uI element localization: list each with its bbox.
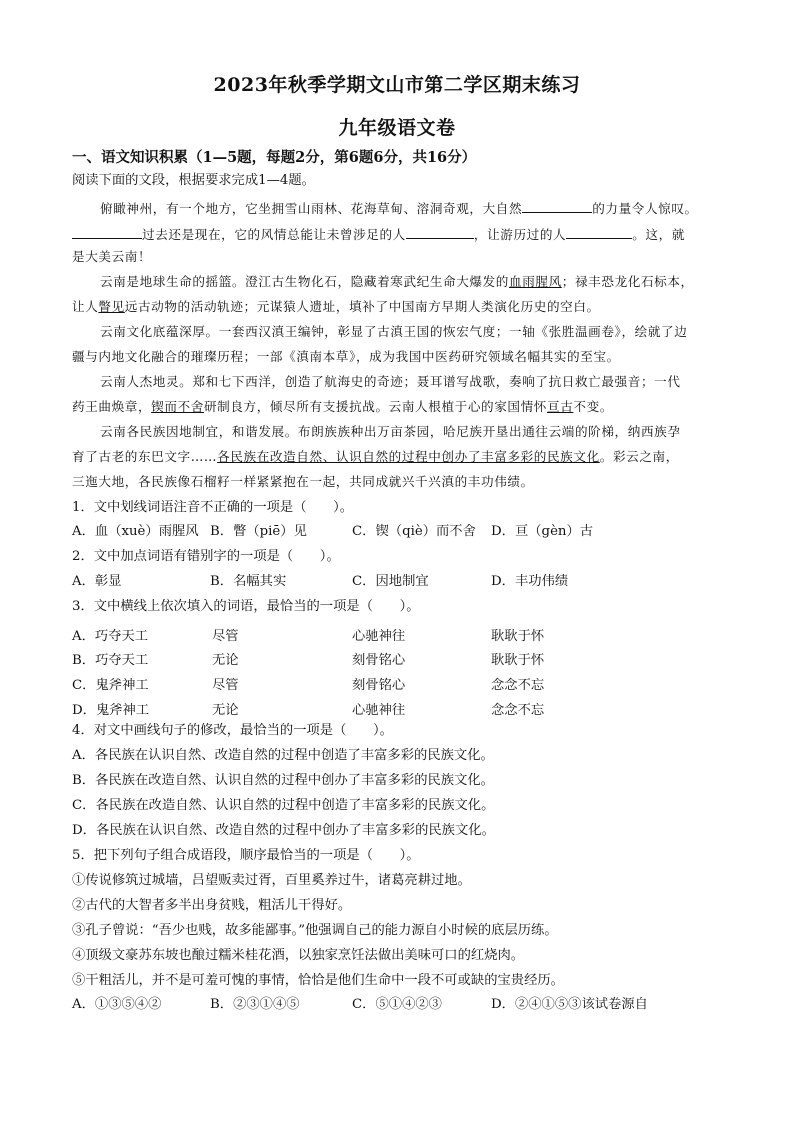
question-1-stem: 1．文中划线词语注音不正确的一项是（ ）。: [72, 500, 354, 515]
passage-text: ，让游历过的人: [473, 227, 567, 242]
passage-text: 育了古老的东巴文字……: [72, 449, 218, 464]
passage-line: 云南人杰地灵。郑和七下西洋，创造了航海史的奇迹；聂耳谱写战歌，奏响了抗日救亡最强音；一代: [100, 374, 681, 389]
question-5-stem: 5．把下列句子组合成语段，顺序最恰当的一项是（ ）。: [72, 848, 420, 863]
q5-sentence-2: ②古代的大智者多半出身贫贱，粗活儿干得好。: [72, 898, 352, 913]
q5-option-a[interactable]: A．①③⑤④②: [72, 997, 162, 1012]
exam-title: 2023年秋季学期文山市第二学区期末练习: [213, 74, 581, 96]
q3-cell: 念念不忘: [491, 703, 545, 718]
question-4-stem: 4．对文中画线句子的修改，最恰当的一项是（ ）。: [72, 723, 393, 738]
q3-option-b[interactable]: [72, 649, 772, 668]
q4-option-c[interactable]: C．各民族在改造自然、认识自然的过程中创造了丰富多彩的民族文化。: [72, 798, 495, 813]
fill-blank-1: [522, 200, 592, 213]
q3-cell: D．鬼斧神工: [72, 703, 150, 718]
q5-option-c[interactable]: C．⑤①④②③: [352, 997, 442, 1012]
q5-option-b[interactable]: B．②③①④⑤: [210, 997, 300, 1012]
q3-cell: 尽管: [212, 678, 239, 693]
question-2-stem: 2．文中加点词语有错别字的一项是（ ）。: [72, 549, 340, 564]
q1-option-a[interactable]: A．血（xuè）雨腥风: [72, 524, 199, 539]
passage-line: 三迤大地，各民族像石榴籽一样紧紧抱在一起，共同成就兴千兴滇的丰功伟绩。: [72, 474, 534, 489]
fill-blank-3: [406, 226, 474, 239]
underlined-word: 瞥见: [98, 299, 125, 314]
fill-blank-4: [566, 226, 632, 239]
q3-cell: A．巧夺天工: [72, 629, 149, 644]
passage-line: 疆与内地文化融合的璀璨历程；一部《滇南本草》，成为我国中医药研究领域名幅其实的至宝。: [72, 349, 620, 364]
passage-text: 过去还是现在，它的风情总能让未曾涉足的人: [142, 227, 406, 242]
q4-option-a[interactable]: A．各民族在认识自然、改造自然的过程中创造了丰富多彩的民族文化。: [72, 748, 494, 763]
passage-line: [72, 451, 679, 464]
passage-text: 云南是地球生命的摇篮。澄江古生物化石，隐藏着寒武纪生命大爆发的: [100, 274, 510, 289]
passage-line: [100, 276, 694, 289]
passage-line: [72, 226, 685, 242]
passage-text: 研制良方，倾尽所有支援抗战。云南人根植于心的家国情怀: [203, 399, 547, 414]
q5-sentence-4: ④顶级文豪苏东坡也酿过糯米桂花酒，以独家烹饪法做出美味可口的红烧肉。: [72, 948, 525, 963]
passage-text: ；禄丰恐龙化石标本，: [561, 274, 694, 289]
q3-cell: 心驰神往: [352, 629, 406, 644]
q5-sentence-3: ③孔子曾说：“吾少也贱，故多能鄙事。”他强调自己的能力源自小时候的底层历练。: [72, 923, 558, 938]
q3-cell: 耿耿于怀: [491, 653, 545, 668]
question-3-stem: 3．文中横线上依次填入的词语，最恰当的一项是（ ）。: [72, 599, 420, 614]
q2-option-b[interactable]: B．名幅其实: [210, 574, 287, 589]
q4-option-d[interactable]: D．各民族在认识自然、改造自然的过程中创办了丰富多彩的民族文化。: [72, 823, 495, 838]
underlined-sentence: 各民族在改造自然、认识自然的过程中创办了丰富多彩的民族文化: [217, 449, 600, 464]
q3-option-d[interactable]: [72, 699, 772, 718]
q3-cell: 念念不忘: [491, 678, 545, 693]
q3-cell: C．鬼斧神工: [72, 678, 149, 693]
q2-option-d[interactable]: D．丰功伟绩: [491, 574, 569, 589]
q4-option-b[interactable]: B．各民族在改造自然、认识自然的过程中创办了丰富多彩的民族文化。: [72, 773, 494, 788]
passage-text: 让人: [72, 299, 99, 314]
passage-text: 俯瞰神州，有一个地方，它坐拥雪山雨林、花海草甸、溶洞奇观，大自然: [100, 201, 523, 216]
underlined-word: 血雨腥风: [509, 274, 562, 289]
q3-cell: 心驰神往: [352, 703, 406, 718]
passage-line: [100, 200, 698, 216]
q5-sentence-5: ⑤干粗活儿，并不是可羞可愧的事情，恰恰是他们生命中一段不可或缺的宝贵经历。: [72, 973, 564, 988]
passage-text: 。彩云之南，: [599, 449, 679, 464]
passage-line: 是大美云南！: [72, 249, 152, 264]
passage-line: 云南文化底蕴深厚。一套西汉滇王编钟，彰显了古滇王国的恢宏气度；一轴《张胜温画卷》，绘就了边: [100, 324, 688, 339]
q3-option-c[interactable]: [72, 674, 772, 693]
q3-cell: 无论: [212, 703, 239, 718]
q3-cell: 无论: [212, 653, 239, 668]
q3-cell: 耿耿于怀: [491, 629, 545, 644]
passage-line: 云南各民族因地制宜，和谐发展。布朗族族种出万亩茶园，哈尼族开垦出通往云端的阶梯，纳西族孕: [100, 424, 681, 439]
passage-text: 药王曲焕章，: [72, 399, 152, 414]
underlined-word: 亘古: [547, 399, 574, 414]
q3-option-a[interactable]: [72, 625, 772, 644]
fill-blank-2: [72, 226, 142, 239]
q1-option-b[interactable]: B．瞥（piē）见: [210, 524, 307, 539]
q1-option-c[interactable]: C．锲（qiè）而不舍: [352, 524, 476, 539]
q2-option-a[interactable]: A．彰显: [72, 574, 122, 589]
q5-option-d[interactable]: D．②④①⑤③该试卷源自: [491, 997, 648, 1012]
passage-text: 。这，就: [632, 227, 686, 242]
q3-cell: 尽管: [212, 629, 239, 644]
passage-line: [72, 301, 600, 314]
section-heading: 一、语文知识积累（1—5题，每题2分，第6题6分，共16分）: [72, 149, 477, 166]
q5-sentence-1: ①传说修筑过城墙，吕望贩卖过胥，百里奚养过牛，诸葛亮耕过地。: [72, 873, 471, 888]
q1-option-d[interactable]: D．亘（gèn）古: [491, 524, 594, 539]
passage-text: 不变。: [573, 399, 613, 414]
passage-text: 的力量令人惊叹。: [592, 201, 698, 216]
q2-option-c[interactable]: C．因地制宜: [352, 574, 429, 589]
q3-cell: 刻骨铭心: [352, 653, 406, 668]
passage-text: 远古动物的活动轨迹；元谋猿人遗址，填补了中国南方早期人类演化历史的空白。: [124, 299, 600, 314]
underlined-word: 锲而不舍: [151, 399, 204, 414]
section-intro: 阅读下面的文段，根据要求完成1—4题。: [72, 173, 315, 188]
passage-line: [72, 401, 613, 414]
q3-cell: B．巧夺天工: [72, 653, 149, 668]
q3-cell: 刻骨铭心: [352, 678, 406, 693]
exam-subtitle: 九年级语文卷: [338, 117, 456, 139]
